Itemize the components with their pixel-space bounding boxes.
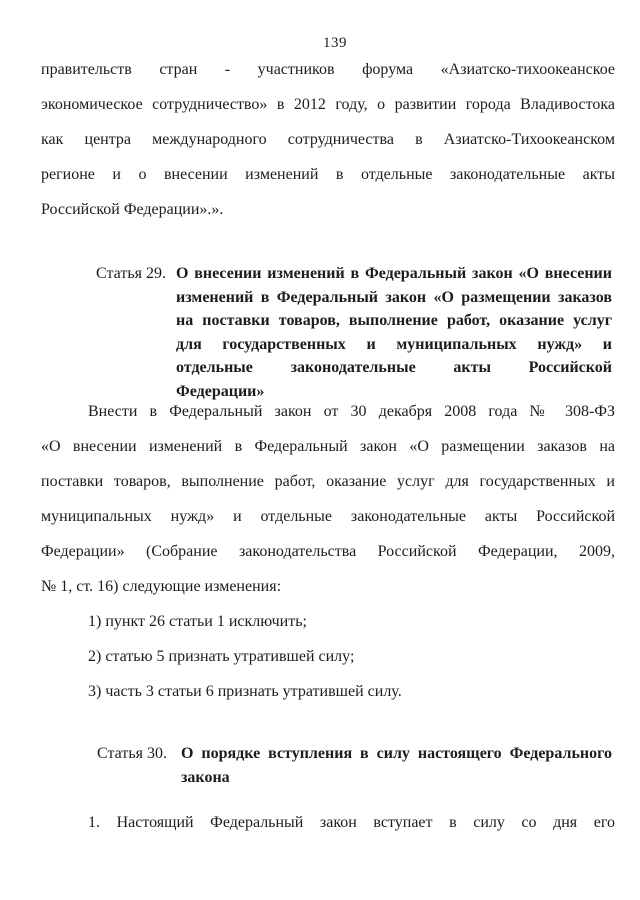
article-30-heading — [97, 742, 612, 789]
article-30-title-line: О порядке вступления в силу настоящего Федерального — [181, 745, 612, 762]
text-line: Внести в Федеральный закон от 30 декабря 2008 года № 308-ФЗ — [88, 403, 615, 420]
amendment-paragraph — [41, 394, 615, 604]
article-29-heading — [96, 262, 612, 403]
list-item: 2) статью 5 признать утратившей силу; — [88, 648, 355, 665]
article-30-label: Статья 30. — [97, 745, 167, 762]
text-line: «О внесении изменений в Федеральный закон «О размещении заказов на — [41, 438, 615, 455]
text-line: регионе и о внесении изменений в отдельные законодательные акты — [41, 166, 615, 183]
text-line: Российской Федерации».». — [41, 201, 224, 218]
amendment-list — [41, 604, 615, 709]
text-line: правительств стран - участников форума «Азиатско-тихоокеанское — [41, 61, 615, 78]
text-line: № 1, ст. 16) следующие изменения: — [41, 578, 282, 595]
text-line: муниципальных нужд» и отдельные законодательные акты Российской — [41, 508, 615, 525]
article-29-title-line: О внесении изменений в Федеральный закон «О внесении — [176, 265, 612, 282]
entry-into-force-paragraph — [41, 805, 615, 840]
text-line: Федерации» (Собрание законодательства Российской Федерации, 2009, — [41, 543, 615, 560]
list-item: 1) пункт 26 статьи 1 исключить; — [88, 613, 307, 630]
article-30-title-line: закона — [181, 768, 230, 786]
page-number: 139 — [323, 35, 347, 51]
text-line: как центра международного сотрудничества в Азиатско-Тихоокеанском — [41, 131, 615, 148]
article-29-title-line: отдельные законодательные акты Российской — [176, 359, 612, 376]
article-29-title-line: на поставки товаров, выполнение работ, оказание услуг — [176, 312, 612, 329]
continuation-paragraph — [41, 52, 615, 227]
list-item: 3) часть 3 статьи 6 признать утратившей силу. — [88, 683, 402, 700]
text-line: 1. Настоящий Федеральный закон вступает в силу со дня его — [88, 814, 615, 831]
article-29-title-line: Федерации» — [176, 382, 265, 400]
article-29-label: Статья 29. — [96, 265, 166, 282]
text-line: экономическое сотрудничество» в 2012 году, о развитии города Владивостока — [41, 96, 615, 113]
text-line: поставки товаров, выполнение работ, оказание услуг для государственных и — [41, 473, 615, 490]
article-29-title-line: для государственных и муниципальных нужд» и — [176, 335, 612, 353]
article-29-title-line: изменений в Федеральный закон «О размещении заказов — [176, 288, 612, 306]
